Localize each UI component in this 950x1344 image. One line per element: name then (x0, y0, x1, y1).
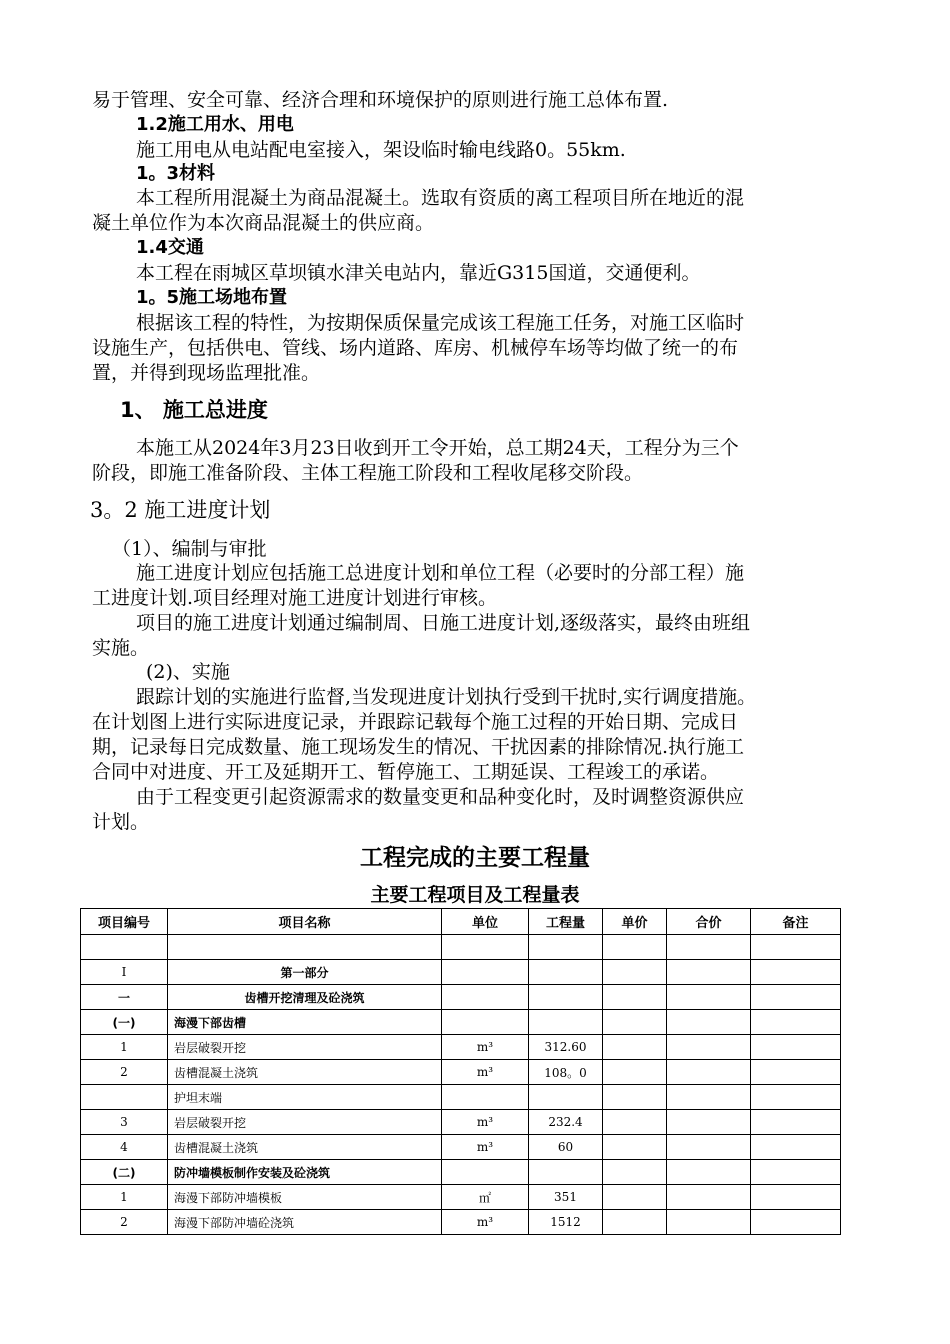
cell-unit (442, 935, 529, 960)
table-row (81, 1060, 841, 1085)
paragraph-line: 施工进度计划应包括施工总进度计划和单位工程（必要时的分部工程）施 (136, 562, 745, 584)
paragraph-line: 本施工从2024年3月23日收到开工令开始，总工期24天，工程分为三个 (136, 437, 739, 459)
section-title: 工程完成的主要工程量 (360, 845, 590, 871)
cell-unit: ㎡ (442, 1185, 529, 1210)
table-row (81, 1085, 841, 1110)
table-row (81, 1035, 841, 1060)
cell-quantity: 60 (529, 1135, 603, 1160)
paragraph-line: 实施。 (92, 637, 150, 659)
cell-unit-price (603, 960, 667, 985)
section-heading: 3。2 施工进度计划 (90, 498, 271, 522)
table-row (81, 985, 841, 1010)
table-row (81, 960, 841, 985)
cell-unit: m³ (442, 1110, 529, 1135)
cell-unit: m³ (442, 1210, 529, 1235)
cell-unit: m³ (442, 1035, 529, 1060)
cell-remarks (751, 1035, 841, 1060)
cell-name: 海漫下部齿槽 (168, 1010, 442, 1035)
cell-unit (442, 1085, 529, 1110)
cell-name: 岩层破裂开挖 (168, 1110, 442, 1135)
cell-code: (二) (81, 1160, 168, 1185)
paragraph-line: 期，记录每日完成数量、施工现场发生的情况、干扰因素的排除情况.执行施工 (92, 736, 745, 758)
cell-unit-price (603, 1060, 667, 1085)
cell-unit-price (603, 1185, 667, 1210)
cell-code: 4 (81, 1135, 168, 1160)
cell-unit: m³ (442, 1060, 529, 1085)
subsection-heading: 1。5施工场地布置 (136, 287, 288, 308)
cell-name: 齿槽开挖清理及砼浇筑 (168, 985, 442, 1010)
cell-unit-price (603, 1110, 667, 1135)
cell-quantity (529, 1010, 603, 1035)
paragraph-line: 阶段，即施工准备阶段、主体工程施工阶段和工程收尾移交阶段。 (92, 462, 644, 484)
cell-code: 1 (81, 1185, 168, 1210)
cell-name (168, 935, 442, 960)
paragraph-line: 置，并得到现场监理批准。 (92, 362, 321, 384)
cell-unit-price (603, 1010, 667, 1035)
cell-unit-price (603, 935, 667, 960)
cell-remarks (751, 1110, 841, 1135)
cell-total (667, 1110, 751, 1135)
cell-quantity: 108。0 (529, 1060, 603, 1085)
paragraph-line: 根据该工程的特性，为按期保质保量完成该工程施工任务，对施工区临时 (136, 312, 745, 334)
header-cell-total: 合价 (667, 909, 751, 935)
cell-unit (442, 1160, 529, 1185)
cell-remarks (751, 1185, 841, 1210)
cell-total (667, 1060, 751, 1085)
paragraph-line: 工进度计划.项目经理对施工进度计划进行审核。 (92, 587, 498, 609)
subheading-line: （1）、编制与审批 (112, 538, 267, 560)
paragraph-line: 本工程在雨城区草坝镇水津关电站内，靠近G315国道，交通便利。 (136, 262, 701, 284)
cell-remarks (751, 1085, 841, 1110)
paragraph-line: 设施生产，包括供电、管线、场内道路、库房、机械停车场等均做了统一的布 (92, 337, 739, 359)
paragraph-line: 易于管理、安全可靠、经济合理和环境保护的原则进行施工总体布置. (92, 89, 669, 111)
cell-name: 齿槽混凝土浇筑 (168, 1060, 442, 1085)
cell-quantity (529, 1160, 603, 1185)
cell-name: 海漫下部防冲墙砼浇筑 (168, 1210, 442, 1235)
cell-total (667, 1085, 751, 1110)
cell-code: (一) (81, 1010, 168, 1035)
cell-code: 1 (81, 1035, 168, 1060)
cell-remarks (751, 1160, 841, 1185)
cell-total (667, 985, 751, 1010)
cell-remarks (751, 935, 841, 960)
cell-total (667, 935, 751, 960)
cell-quantity: 232.4 (529, 1110, 603, 1135)
cell-name: 岩层破裂开挖 (168, 1035, 442, 1060)
paragraph-line: 项目的施工进度计划通过编制周、日施工进度计划,逐级落实，最终由班组 (136, 612, 751, 634)
header-cell-name: 项目名称 (168, 909, 442, 935)
table-row (81, 1110, 841, 1135)
table-title: 主要工程项目及工程量表 (370, 884, 580, 906)
cell-remarks (751, 1010, 841, 1035)
subsection-heading: 1.2施工用水、用电 (136, 114, 294, 135)
cell-unit (442, 1010, 529, 1035)
cell-total (667, 960, 751, 985)
quantities-table (80, 908, 841, 1235)
subsection-heading: 1。3材料 (136, 163, 216, 184)
cell-code: 3 (81, 1110, 168, 1135)
header-cell-remarks: 备注 (751, 909, 841, 935)
cell-total (667, 1185, 751, 1210)
cell-quantity: 1512 (529, 1210, 603, 1235)
cell-total (667, 1135, 751, 1160)
cell-unit: m³ (442, 1135, 529, 1160)
table-row (81, 1160, 841, 1185)
paragraph-line: 本工程所用混凝土为商品混凝土。选取有资质的离工程项目所在地近的混 (136, 187, 745, 209)
paragraph-line: 施工用电从电站配电室接入，架设临时输电线路0。55km. (136, 139, 626, 161)
cell-unit-price (603, 1135, 667, 1160)
cell-code: I (81, 960, 168, 985)
cell-code: 2 (81, 1210, 168, 1235)
table-row (81, 935, 841, 960)
cell-code: 2 (81, 1060, 168, 1085)
cell-total (667, 1210, 751, 1235)
paragraph-line: 凝土单位作为本次商品混凝土的供应商。 (92, 212, 435, 234)
table-header-row (81, 909, 841, 935)
cell-unit-price (603, 1210, 667, 1235)
cell-name: 护坦末端 (168, 1085, 442, 1110)
cell-remarks (751, 960, 841, 985)
cell-code (81, 1085, 168, 1110)
header-cell-unit-price: 单价 (603, 909, 667, 935)
cell-unit-price (603, 1085, 667, 1110)
paragraph-line: 在计划图上进行实际进度记录，并跟踪记载每个施工过程的开始日期、完成日 (92, 711, 739, 733)
cell-quantity (529, 960, 603, 985)
cell-unit (442, 960, 529, 985)
table-row (81, 1135, 841, 1160)
table-row (81, 1185, 841, 1210)
paragraph-line: 计划。 (92, 811, 150, 833)
cell-remarks (751, 1060, 841, 1085)
paragraph-line: 合同中对进度、开工及延期开工、暂停施工、工期延误、工程竣工的承诺。 (92, 761, 720, 783)
cell-total (667, 1035, 751, 1060)
cell-total (667, 1010, 751, 1035)
table-row (81, 1010, 841, 1035)
header-cell-unit: 单位 (442, 909, 529, 935)
cell-unit-price (603, 1160, 667, 1185)
cell-unit-price (603, 1035, 667, 1060)
header-cell-code: 项目编号 (81, 909, 168, 935)
table-row (81, 1210, 841, 1235)
subheading-line: (2)、实施 (146, 661, 230, 683)
cell-code: 一 (81, 985, 168, 1010)
cell-unit-price (603, 985, 667, 1010)
cell-quantity: 351 (529, 1185, 603, 1210)
cell-remarks (751, 985, 841, 1010)
subsection-heading: 1.4交通 (136, 237, 204, 258)
cell-quantity (529, 935, 603, 960)
header-cell-quantity: 工程量 (529, 909, 603, 935)
cell-quantity (529, 1085, 603, 1110)
cell-name: 齿槽混凝土浇筑 (168, 1135, 442, 1160)
paragraph-line: 由于工程变更引起资源需求的数量变更和品种变化时，及时调整资源供应 (136, 786, 745, 808)
cell-remarks (751, 1210, 841, 1235)
cell-quantity: 312.60 (529, 1035, 603, 1060)
cell-name: 海漫下部防冲墙模板 (168, 1185, 442, 1210)
cell-quantity (529, 985, 603, 1010)
cell-total (667, 1160, 751, 1185)
paragraph-line: 跟踪计划的实施进行监督,当发现进度计划执行受到干扰时,实行调度措施。 (136, 686, 757, 708)
cell-code (81, 935, 168, 960)
cell-name: 第一部分 (168, 960, 442, 985)
cell-unit (442, 985, 529, 1010)
cell-remarks (751, 1135, 841, 1160)
cell-name: 防冲墙模板制作安装及砼浇筑 (168, 1160, 442, 1185)
section-heading: 1、 施工总进度 (120, 398, 268, 422)
